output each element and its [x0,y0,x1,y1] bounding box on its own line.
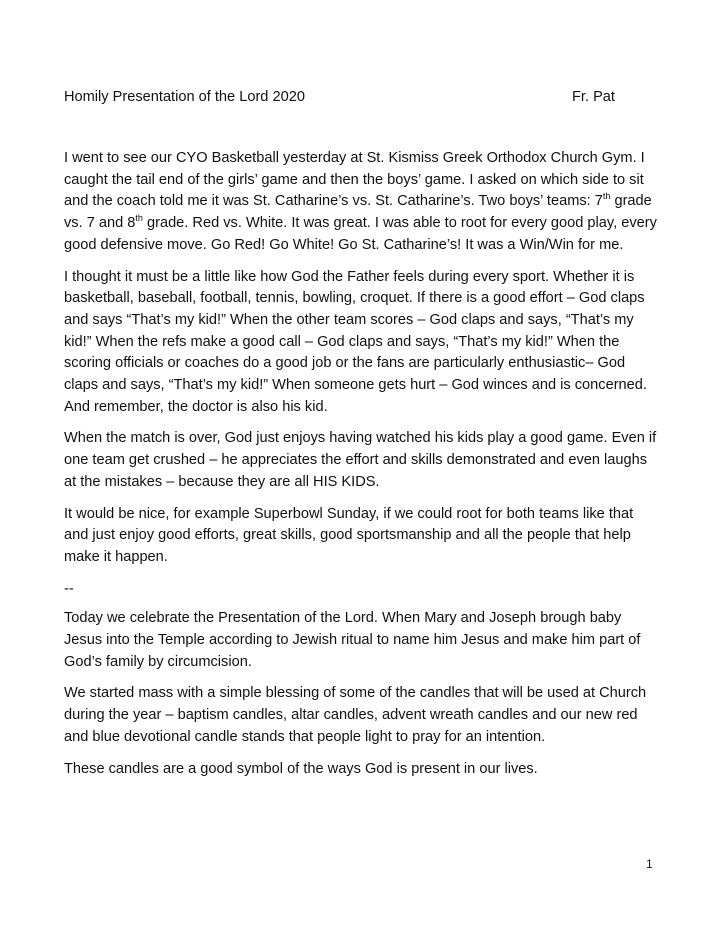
homily-title: Homily Presentation of the Lord 2020 [64,89,305,105]
paragraph-cyo-basketball [64,148,660,257]
paragraph-presentation: Today we celebrate the Presentation of the Lord. When Mary and Joseph brough baby Jesus into the Temple according to Jewish ritual to name him Jesus and make him part of God’s family by circumcision. [64,610,641,670]
paragraph-text: I went to see our CYO Basketball yesterday at St. Kismiss Greek Orthodox Church Gym. I caught the tail end of the girls’ game and then the boys’ game. I asked on which side to sit and the coach told me it was St. Catharine’s vs. St. Catharine’s. Two boys’ teams: 7 [64,150,645,210]
section-separator: -- [64,580,74,597]
paragraph-god-the-father: I thought it must be a little like how God the Father feels during every sport. Whether it is basketball, baseball, football, tennis, bowling, croquet. If there is a good effort – God claps and says “That’s my kid!” When the other team scores – God claps and says, “That’s my kid!” When the refs make a good call – God claps and says, “That’s my kid!” When the scoring officials or coaches do a good job or the fans are particularly enthusiastic– God claps and says, “That’s my kid!” When someone gets hurt – God winces and is concerned. And remember, the doctor is also his kid. [64,268,647,415]
document-body [64,148,660,790]
ordinal-suffix: th [602,191,611,202]
author-name: Fr. Pat [572,89,615,105]
paragraph-match-over: When the match is over, God just enjoys having watched his kids play a good game. Even if one team get crushed – he appreciates the effort and skills demonstrated and even laughs at the mistakes – because they are all HIS KIDS. [64,430,657,490]
paragraph-superbowl: It would be nice, for example Superbowl Sunday, if we could root for both teams like that and just enjoy good efforts, great skills, good sportsmanship and all the people that help make it happen. [64,505,634,565]
paragraph-text: grade. Red vs. White. It was great. I was able to root for every good play, every good defensive move. Go Red! Go White! Go St. Catharine’s! It was a Win/Win for me. [64,215,657,253]
ordinal-suffix: th [135,213,143,224]
paragraph-candle-blessing: We started mass with a simple blessing of some of the candles that will be used at Church during the year – baptism candles, altar candles, advent wreath candles and our new red and blue devotional candle stands that people light to pray for an intention. [64,685,647,745]
paragraph-text: grade vs. 7 and 8 [64,193,652,232]
paragraph-candles-symbol: These candles are a good symbol of the ways God is present in our lives. [64,760,538,777]
page-number: 1 [646,857,653,871]
